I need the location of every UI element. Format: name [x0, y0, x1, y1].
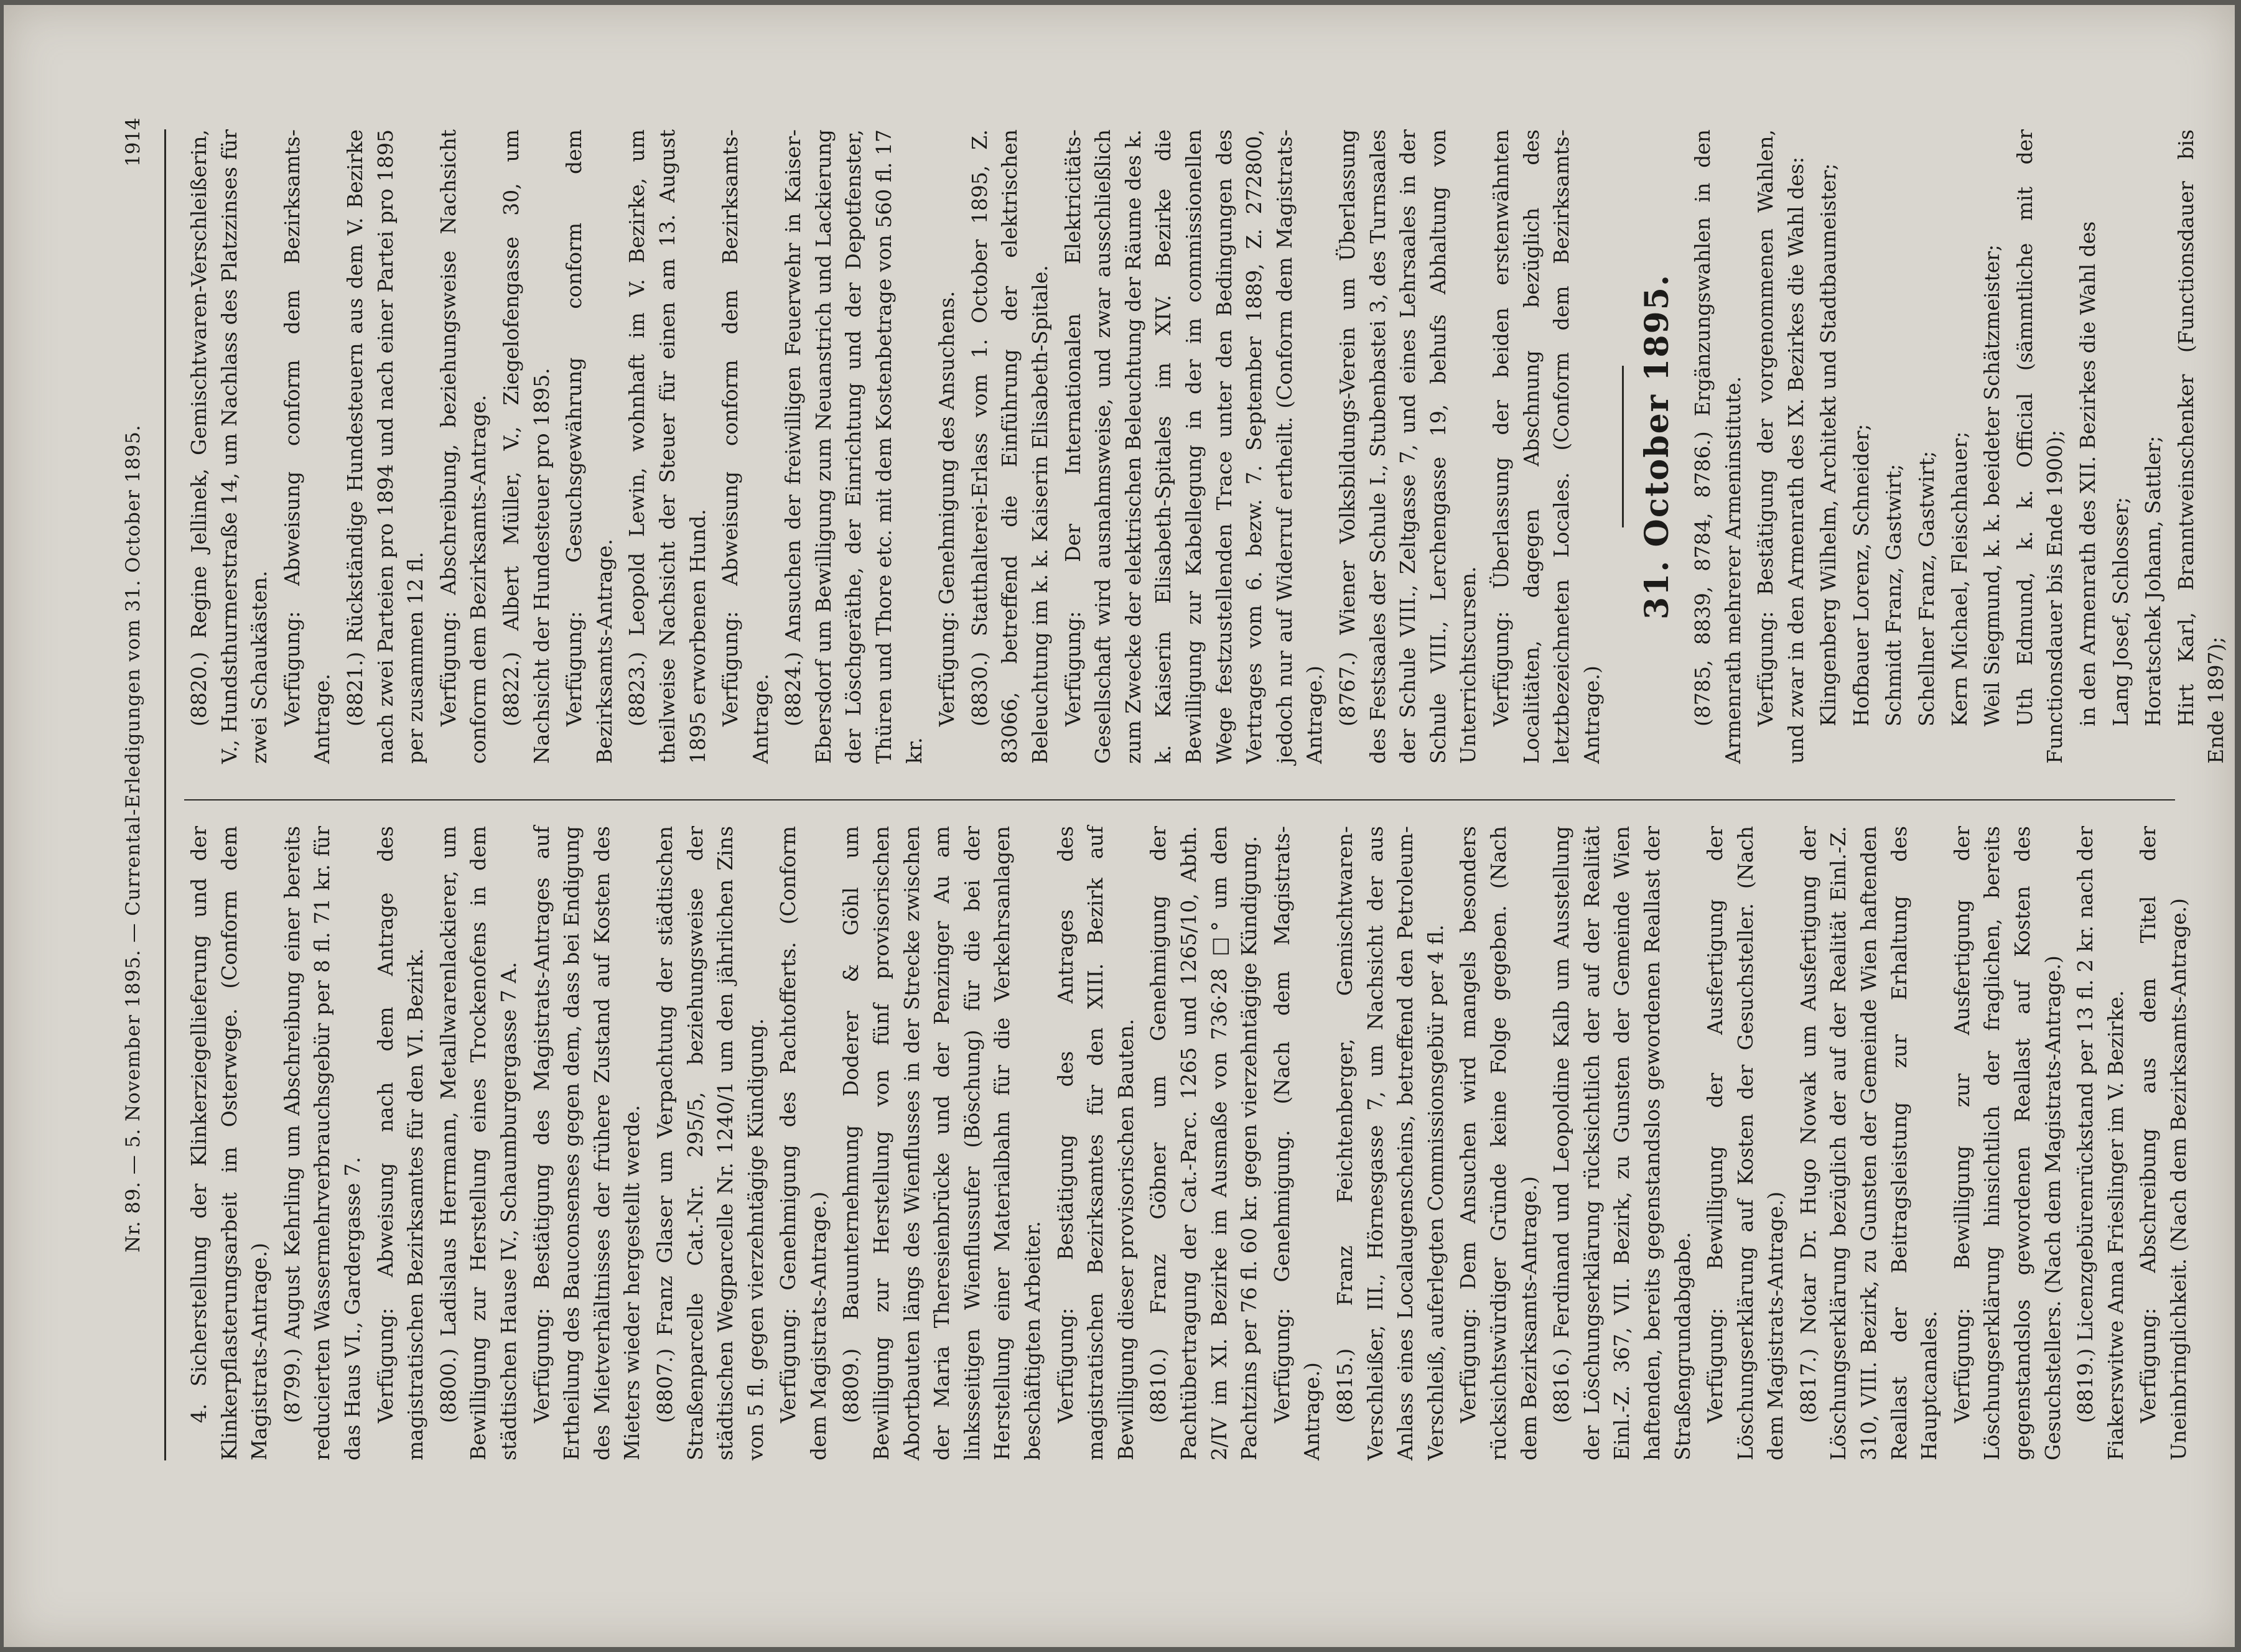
entry-paragraph: Verfügung: Der Internationalen Elektricitäts-Gesellschaft wird ausnahmsweise, und zwar ausschließlich zum Zwecke der elektrischen Beleuchtung der Räume des k. k. Kaiserin Elisabeth-Spitales im XIV. Bezirke die Bewilligung zur Kabellegung in der im commissionellen Wege festzustellenden Trace unter den Bedingungen des Vertrages vom 6. bezw. 7. September 1889, Z. 272800, jedoch nur auf Widerruf ertheilt. (Conform dem Magistrats-Antrage.)	[1060, 129, 1327, 764]
entry-paragraph: Verfügung: Bewilligung der Ausfertigung der Löschungserklärung auf Kosten der Gesuchsteller. (Nach dem Magistrats-Antrage.)	[1703, 826, 1788, 1460]
entry-paragraph: Weil Siegmund, k. k. beeideter Schätzmeister;	[1980, 244, 2005, 726]
entry-paragraph: (8807.) Franz Glaser um Verpachtung der städtischen Straßenparcelle Cat.-Nr. 295/5, beziehungsweise der städtischen Wegparcelle Nr. 1240/1 um den jährlichen Zins von 5 fl. gegen vierzehntägige Kündigung.	[652, 826, 768, 1460]
entry-paragraph: 4. Sicherstellung der Klinkerziegellieferung und der Klinkerpflasterungsarbeit im Osterwege. (Conform dem Magistrats-Antrage.)	[187, 826, 272, 1460]
entry-paragraph: (8819.) Licenzgebürenrückstand per 13 fl. 2 kr. nach der Fiakerswitwe Anna Frieslinger im V. Bezirke.	[2073, 826, 2128, 1460]
entry-paragraph: (8816.) Ferdinand und Leopoldine Kalb um Ausstellung der Löschungserklärung rücksichtlich der auf der Realität Einl.-Z. 367, VII. Bezirk, zu Gunsten der Gemeinde Wien haftenden, bereits gegenstandslos gewordenen Reallast der Straßengrundabgabe.	[1549, 826, 1695, 1460]
entry-paragraph: (8822.) Albert Müller, V., Ziegelofengasse 30, um Nachsicht der Hundesteuer pro 1895.	[498, 129, 554, 764]
entry-paragraph: Kern Michael, Fleischhauer;	[1947, 431, 1972, 726]
scanned-sheet	[4, 5, 2235, 1647]
entry-paragraph: Verfügung: Abweisung conform dem Bezirksamts-Antrage.	[279, 129, 335, 764]
entry-paragraph: (8799.) August Kehrling um Abschreibung einer bereits reducierten Wassermehrverbrauchsgebür per 8 fl. 71 kr. für das Haus VI., Gardergasse 7.	[279, 826, 365, 1460]
entry-paragraph: Verfügung: Dem Ansuchen wird mangels besonders rücksichtswürdiger Gründe keine Folge gegeben. (Nach dem Bezirksamts-Antrage.)	[1456, 826, 1541, 1460]
entry-paragraph: Klingenberg Wilhelm, Architekt und Stadtbaumeister;	[1816, 163, 1841, 726]
entry-paragraph: (8821.) Rückständige Hundesteuern aus dem V. Bezirke nach zwei Parteien pro 1894 und nach einer Partei pro 1895 per zusammen 12 fl.	[342, 129, 428, 764]
entry-paragraph: in den Armenrath des XII. Bezirkes die Wahl des	[2076, 221, 2100, 726]
rotated-newspaper-page	[4, 5, 2235, 1647]
entry-paragraph: Verfügung: Genehmigung. (Nach dem Magistrats-Antrage.)	[1269, 826, 1325, 1460]
entry-paragraph: (8817.) Notar Dr. Hugo Nowak um Ausfertigung der Löschungserklärung bezüglich der auf der Realität Einl.-Z. 310, VIII. Bezirk, zu Gunsten der Gemeinde Wien haftenden Reallast der Beitragsleistung zur Erhaltung des Hauptcanales.	[1796, 826, 1942, 1460]
entry-paragraph: (8785, 8839, 8784, 8786.) Ergänzungswahlen in den Armenrath mehrerer Armeninstitute.	[1690, 129, 1745, 764]
entry-paragraph: (8824.) Ansuchen der freiwilligen Feuerwehr in Kaiser-Ebersdorf um Bewilligung zum Neuanstrich und Lackierung der Löschgeräthe, der Einrichtung und der Depotfenster, Thüren und Thore etc. mit dem Kostenbetrage von 560 fl. 17 kr.	[781, 129, 926, 764]
entry-paragraph: Verfügung: Abweisung nach dem Antrage des magistratischen Bezirksamtes für den VI. Bezirk.	[373, 826, 428, 1460]
entry-paragraph: (8800.) Ladislaus Herrmann, Metallwarenlackierer, um Bewilligung zur Herstellung eines Trockenofens in dem städtischen Hause IV., Schaumburgergasse 7 A.	[436, 826, 521, 1460]
entry-paragraph: Uth Edmund, k. k. Official (sämmtliche mit der Functionsdauer bis Ende 1900);	[2012, 129, 2067, 764]
entry-paragraph: Lang Josef, Schlosser;	[2108, 496, 2133, 726]
section-rule	[1622, 366, 1624, 527]
entry-paragraph: Verfügung: Überlassung der beiden erstenwähnten Localitäten, dagegen Abschnung bezüglich des letztbezeichneten Locales. (Conform dem Bezirksamts-Antrage.)	[1488, 129, 1604, 764]
entry-paragraph: Horatschek Johann, Sattler;	[2141, 435, 2166, 726]
entry-paragraph: Verfügung: Bestätigung des Antrages des magistratischen Bezirksamtes für den XIII. Bezirk auf Bewilligung dieser provisorischen Bauten.	[1053, 826, 1138, 1460]
entry-paragraph: (8815.) Franz Feichtenberger, Gemischtwaren-Verschleißer, III., Hörnesgasse 7, um Nachsicht der aus Anlass eines Localaugenscheins, betreffend den Petroleum-Verschleiß, auferlegten Commissionsgebür per 4 fl.	[1332, 826, 1448, 1460]
entry-paragraph: (8809.) Bauunternehmung Doderer & Göhl um Bewilligung zur Herstellung von fünf provisorischen Abortbauten längs des Wienflusses in der Strecke zwischen der Maria Theresienbrücke und der Penzinger Au am linksseitigen Wienflussufer (Böschung) für die bei der Herstellung einer Materialbahn für die Verkehrsanlagen beschäftigten Arbeiter.	[839, 826, 1045, 1460]
entry-paragraph: Verfügung: Genehmigung des Ansuchens.	[934, 290, 959, 726]
right-column-entries	[184, 129, 1607, 764]
entry-paragraph: Schellner Franz, Gastwirt;	[1914, 450, 1939, 726]
entry-paragraph: Verfügung: Abweisung conform dem Bezirksamts-Antrage.	[718, 129, 773, 764]
entry-paragraph: (8810.) Franz Göbner um Genehmigung der Pachtübertragung der Cat.-Parc. 1265 und 1265/10, Abth. 2/IV im XI. Bezirke im Ausmaße von 736·28 □° um den Pachtzins per 76 fl. 60 kr. gegen vierzehntägige Kündigung.	[1146, 826, 1262, 1460]
right-column-entries-after	[1688, 129, 2232, 764]
entry-paragraph: (8823.) Leopold Lewin, wohnhaft im V. Bezirke, um theilweise Nachsicht der Steuer für einen am 13. August 1895 erworbenen Hund.	[625, 129, 710, 764]
entry-paragraph: Schmidt Franz, Gastwirt;	[1881, 463, 1906, 726]
entry-paragraph: Hirt Karl, Branntweinschenker (Functionsdauer bis Ende 1897);	[2173, 129, 2229, 764]
entry-paragraph: Verfügung: Abschreibung aus dem Titel der Uneinbringlichkeit. (Nach dem Bezirksamts-Antrage.)	[2136, 826, 2191, 1460]
entry-paragraph: (8820.) Regine Jellinek, Gemischtwaren-Verschleißerin, V., Hundsthurmerstraße 14, um Nachlass des Platzzinses für zwei Schaukästen.	[187, 129, 272, 764]
entry-paragraph: Verfügung: Bestätigung der vorgenommenen Wahlen, und zwar in den Armenrath des IX. Bezirkes die Wahl des:	[1753, 129, 1808, 764]
date-heading: 31. October 1895.	[1638, 274, 1677, 620]
entry-paragraph: (8830.) Statthalterei-Erlass vom 1. October 1895, Z. 83066, betreffend die Einführung der elektrischen Beleuchtung im k. k. Kaiserin Elisabeth-Spitale.	[967, 129, 1053, 764]
column-divider	[184, 799, 2175, 800]
entry-paragraph: Verfügung: Gesuchsgewährung conform dem Bezirksamts-Antrage.	[562, 129, 617, 764]
page-number: 1914	[122, 118, 144, 167]
entry-paragraph: (8767.) Wiener Volksbildungs-Verein um Überlassung des Festsaales der Schule I., Stubenbastei 3, des Turnsaales der Schule VIII., Zeltgasse 7, und eines Lehrsaales in der Schule VIII., Lerchengasse 19, behufs Abhaltung von Unterrichtscursen.	[1335, 129, 1481, 764]
running-title: Nr. 89. — 5. November 1895. — Currental-Erledigungen vom 31. October 1895.	[122, 424, 144, 1253]
entry-paragraph: Verfügung: Genehmigung des Pachtofferts. (Conform dem Magistrats-Antrage.)	[776, 826, 831, 1460]
header-rule	[164, 129, 166, 1460]
entry-paragraph: Hofbauer Lorenz, Schneider;	[1848, 424, 1873, 726]
entry-paragraph: Verfügung: Bestätigung des Magistrats-Antrages auf Ertheilung des Bauconsenses gegen dem, dass bei Endigung des Mietverhältnisses der frühere Zustand auf Kosten des Mieters wieder hergestellt werde.	[529, 826, 645, 1460]
right-column	[184, 129, 2229, 764]
entry-paragraph: Verfügung: Abschreibung, beziehungsweise Nachsicht conform dem Bezirksamts-Antrage.	[436, 129, 491, 764]
entry-paragraph: Verfügung: Bewilligung zur Ausfertigung der Löschungserklärung hinsichtlich der fraglichen, bereits gegenstandslos gewordenen Reallast auf Kosten des Gesuchstellers. (Nach dem Magistrats-Antrage.)	[1949, 826, 2065, 1460]
left-column	[184, 826, 2191, 1460]
